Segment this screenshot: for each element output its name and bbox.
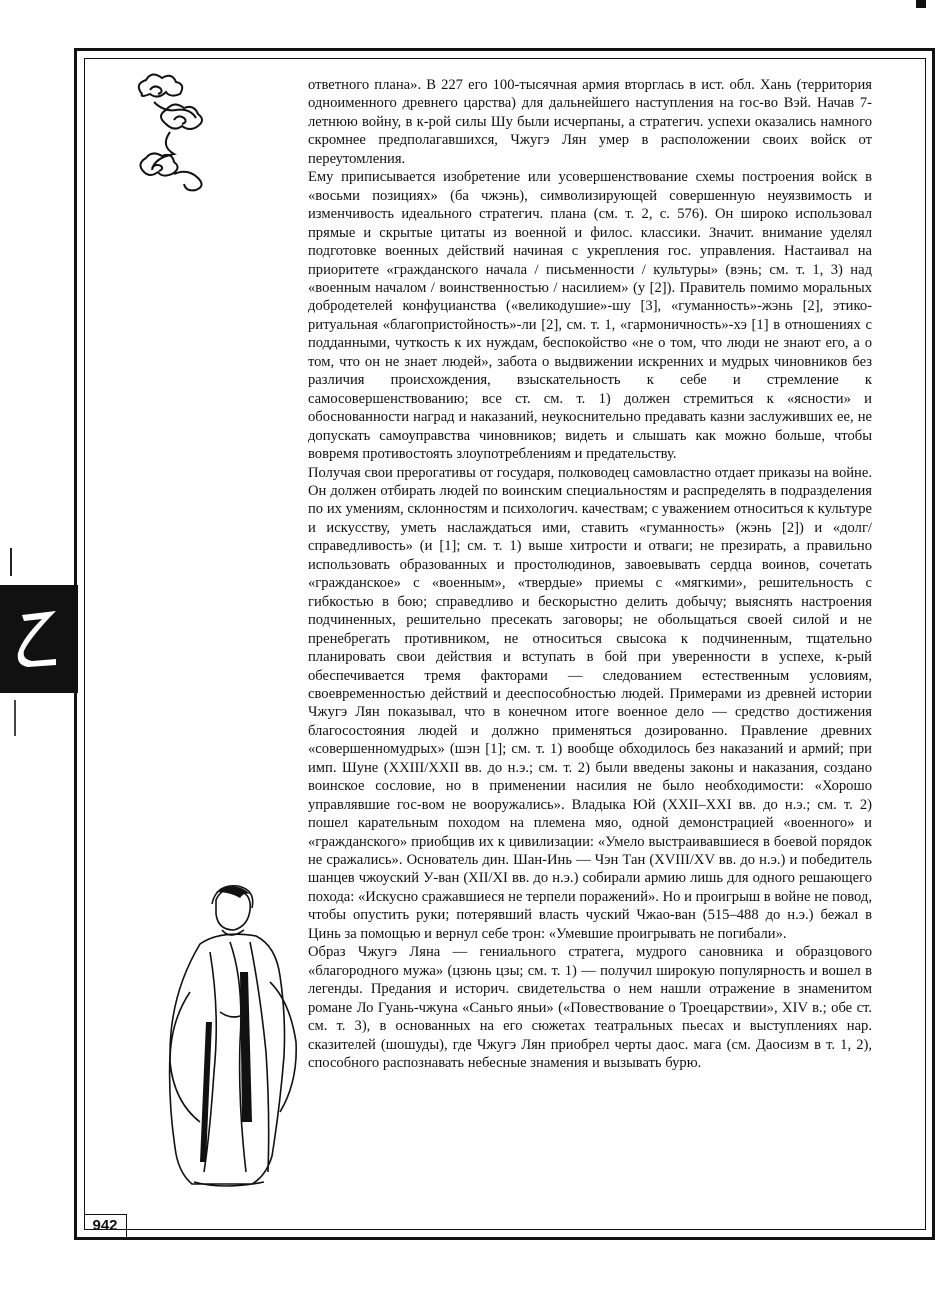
corner-crop-mark: [916, 0, 926, 8]
section-thumb-tab: [0, 585, 78, 693]
section-glyph-icon: [16, 607, 62, 669]
scholar-figure-illustration: [150, 882, 310, 1202]
page-number: 942: [84, 1214, 127, 1237]
article-paragraph: Получая свои прерогативы от государя, полководец самовластно отдает приказы на войне. Он должен отбирать людей по воинским специальностям и распределять в подразделения по их умениям, склонностям и психологич. качествам; с уважением относиться к культуре и искусству, уметь наслаждаться ими, ставить «гуманность» (жэнь [2]) и «долг/справедливость» (и [1]; см. т. 1) выше хитрости и отваги; не презирать, а правильно использовать образованных и простолюдинов, завоевывать сердца воинов, сочетать «гражданское» с «военным», «твердые» приемы с «мягкими», решительность с гибкостью в бою; справедливо и бескорыстно делить добычу; выяснять настроения подчиненных, решительно пресекать заговоры; не обольщаться своей силой и не пренебрегать противником, не относиться свысока к подчиненным, тщательно планировать свои действия и вступать в бой при уверенности в успехе, к-рый обеспечивается тремя факторами — следованием естественным условиям, своевременностью действий и дееспособностью людей. Примерами из древней истории Чжугэ Лян показывал, что в конечном итоге военное дело — средство достижения благосостояния людей и должно применяться дозированно. Правление древних «совершенномудрых» (шэн [1]; см. т. 1) вообще обходилось без наказаний и армий; при имп. Шуне (XXIII/XXII вв. до н.э.; см. т. 2) были введены законы и наказания, создано воинское сословие, но в применении насилия не было необходимости: «Хорошо управлявшие гос-вом не вооружались». Владыка Юй (XXII–XXI вв. до н.э.; см. т. 2) пошел карательным походом на племена мяо, одной демонстрацией «военного» и «гражданского» приобщив их к цивилизации: «Умело выстраивавшиеся в боевой порядок не сражались». Основатель дин. Шан-Инь — Чэн Тан (XVIII/XV вв. до н.э.) и победитель шанцев чжоуский У-ван (XII/XI вв. до н.э.) собирали армию лишь для одного решающего похода: «Искусно сражавшиеся не терпели поражений». Но и проигрыш в войне не повод, чтобы опустить руки; потерявший власть чуский Чжао-ван (515–488 до н.э.) бежал в Цинь за помощью и вернул себе трон: «Умевшие проигрывать не погибали».: [308, 464, 872, 942]
cloud-ornament-icon: [130, 72, 210, 192]
article-paragraph: Образ Чжугэ Ляна — гениального стратега, мудрого сановника и образцового «благородного мужа» (цзюнь цзы; см. т. 1) — получил широкую популярность и вошел в легенды. Предания и историч. свидетельства о нем нашли отражение в знаменитом романе Ло Гуань-чжуна «Саньго яньи» («Повествование о Троецарствии», XIV в.; обе ст. см. т. 3), в основанных на его сюжетах театральных пьесах и выступлениях нар. сказителей (шошуды), где Чжугэ Лян приобрел черты даос. мага (см. Даосизм в т. 1, 2), способного распознавать небесные знамения и вызывать бурю.: [308, 944, 872, 1072]
article-paragraph: Ему приписывается изобретение или усовершенствование схемы построения войск в «восьми позициях» (ба чжэнь), символизирующей совершенную неуязвимость и изменчивость идеального стратегич. плана (см. т. 2, с. 576). Он широко использовал прямые и скрытые цитаты из военной и филос. классики. Значит. внимание уделял подготовке военных действий начиная с укрепления гос. управления. Настаивал на приоритете «гражданского начала / письменности / культуры» (вэнь; см. т. 1, 3) над «военным началом / воинственностью / насилием» (у [2]). Правитель помимо моральных добродетелей конфуцианства («великодушие»-шу [3], «гуманность»-жэнь [2], этико-ритуальная «благопристойность»-ли [2], см. т. 1, «гармоничность»-хэ [1] в отношениях с подданными, чуткость к их нуждам, беспокойство «не о том, что люди не знают его, а о том, что он не знает людей», забота о выдвижении искренних и мудрых чиновников без различия происхождения, взыскательность к себе и стремление к самосовершенствованию; все ст. см. т. 1) должен стремиться к «ясности» и обоснованности наград и наказаний, неукоснительно предавать казни заслуживших ее, не допускать самоуправства чиновников; видеть и слышать как можно больше, чтобы вовремя противостоять злоупотреблениям и предательству.: [308, 169, 872, 463]
margin-mark: [10, 548, 12, 576]
article-paragraph: ответного плана». В 227 его 100-тысячная армия вторглась в ист. обл. Хань (территория одноименного древнего царства) для дальнейшего наступления на гос-во Вэй. Начав 7-летнюю войну, в к-рой силы Шу были исчерпаны, а стратегич. успехи оказались намного скромнее предполагавшихся, Чжугэ Лян умер в расположении своих войск от переутомления.: [308, 77, 872, 167]
margin-mark: [14, 700, 16, 736]
article-body: [308, 76, 872, 1072]
